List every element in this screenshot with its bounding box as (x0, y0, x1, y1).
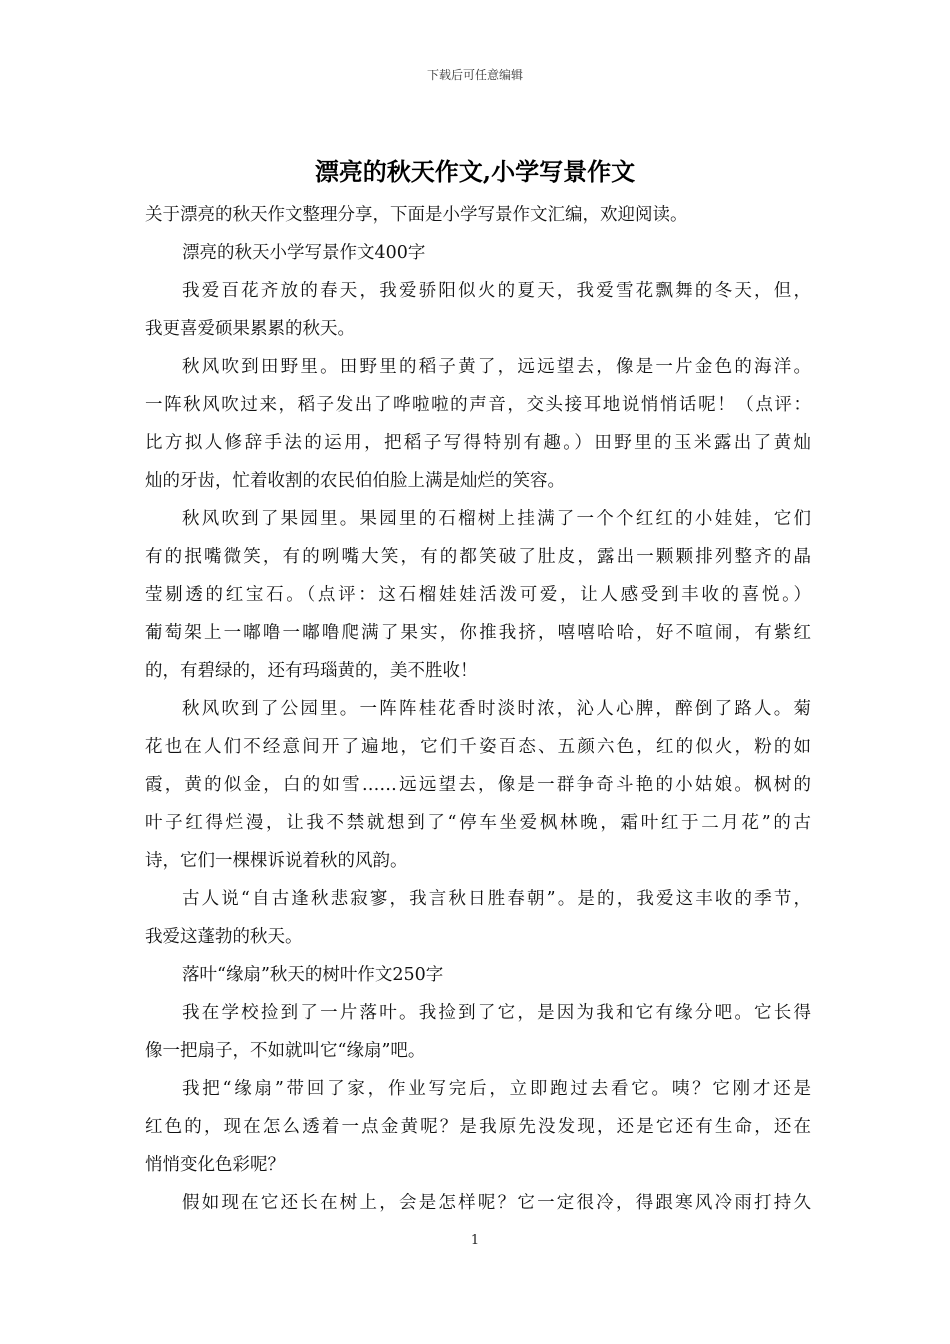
document-body (145, 196, 811, 1222)
body-line: 秋风吹到田野里。田野里的稻子黄了，远远望去，像是一片金色的海洋。 (182, 357, 811, 377)
body-line: 莹剔透的红宝石。（点评：这石榴娃娃活泼可爱，让人感受到丰收的喜悦。） (145, 585, 811, 605)
body-line: 我在学校捡到了一片落叶。我捡到了它，是因为我和它有缘分吧。它长得 (182, 1003, 811, 1023)
body-line: 古人说“自古逢秋悲寂寥，我言秋日胜春朝”。是的，我爱这丰收的季节， (182, 889, 811, 909)
body-line: 漂亮的秋天小学写景作文400字 (182, 243, 426, 263)
page-number: 1 (470, 1233, 480, 1248)
body-line: 悄悄变化色彩呢？ (145, 1155, 285, 1175)
body-line: 有的抿嘴微笑，有的咧嘴大笑，有的都笑破了肚皮，露出一颗颗排列整齐的晶 (145, 547, 811, 567)
body-line: 假如现在它还长在树上，会是怎样呢？它一定很冷，得跟寒风冷雨打持久 (182, 1193, 811, 1213)
body-line: 我爱百花齐放的春天，我爱骄阳似火的夏天，我爱雪花飘舞的冬天，但， (182, 281, 811, 301)
body-line: 红色的，现在怎么透着一点金黄呢？是我原先没发现，还是它还有生命，还在 (145, 1117, 811, 1137)
body-line: 我更喜爱硕果累累的秋天。 (145, 319, 355, 339)
body-line: 像一把扇子，不如就叫它“缘扇”吧。 (145, 1041, 426, 1061)
body-line: 叶子红得烂漫，让我不禁就想到了“停车坐爱枫林晚，霜叶红于二月花”的古 (145, 813, 811, 833)
body-line: 一阵秋风吹过来，稻子发出了哗啦啦的声音，交头接耳地说悄悄话呢！（点评： (145, 395, 811, 415)
body-line: 我爱这蓬勃的秋天。 (145, 927, 303, 947)
body-line: 的，有碧绿的，还有玛瑙黄的，美不胜收！ (145, 661, 478, 681)
body-line: 秋风吹到了公园里。一阵阵桂花香时淡时浓，沁人心脾，醉倒了路人。菊 (182, 699, 811, 719)
body-line: 秋风吹到了果园里。果园里的石榴树上挂满了一个个红红的小娃娃，它们 (182, 509, 811, 529)
body-line: 我把“缘扇”带回了家，作业写完后，立即跑过去看它。咦？它刚才还是 (182, 1079, 811, 1099)
page-header: 下载后可任意编辑 (426, 68, 523, 82)
body-line: 关于漂亮的秋天作文整理分享，下面是小学写景作文汇编，欢迎阅读。 (145, 205, 688, 225)
document-title: 漂亮的秋天作文,小学写景作文 (314, 157, 636, 186)
body-line: 葡萄架上一嘟噜一嘟噜爬满了果实，你推我挤，嘻嘻哈哈，好不喧闹，有紫红 (145, 623, 811, 643)
body-line: 灿的牙齿，忙着收割的农民伯伯脸上满是灿烂的笑容。 (145, 471, 565, 491)
body-line: 比方拟人修辞手法的运用，把稻子写得特别有趣。）田野里的玉米露出了黄灿 (145, 433, 811, 453)
body-line: 落叶“缘扇”秋天的树叶作文250字 (182, 965, 444, 985)
body-line: 诗，它们一棵棵诉说着秋的风韵。 (145, 851, 408, 871)
body-line: 霞，黄的似金，白的如雪……远远望去，像是一群争奇斗艳的小姑娘。枫树的 (145, 775, 811, 795)
body-line: 花也在人们不经意间开了遍地，它们千姿百态、五颜六色，红的似火，粉的如 (145, 737, 811, 757)
